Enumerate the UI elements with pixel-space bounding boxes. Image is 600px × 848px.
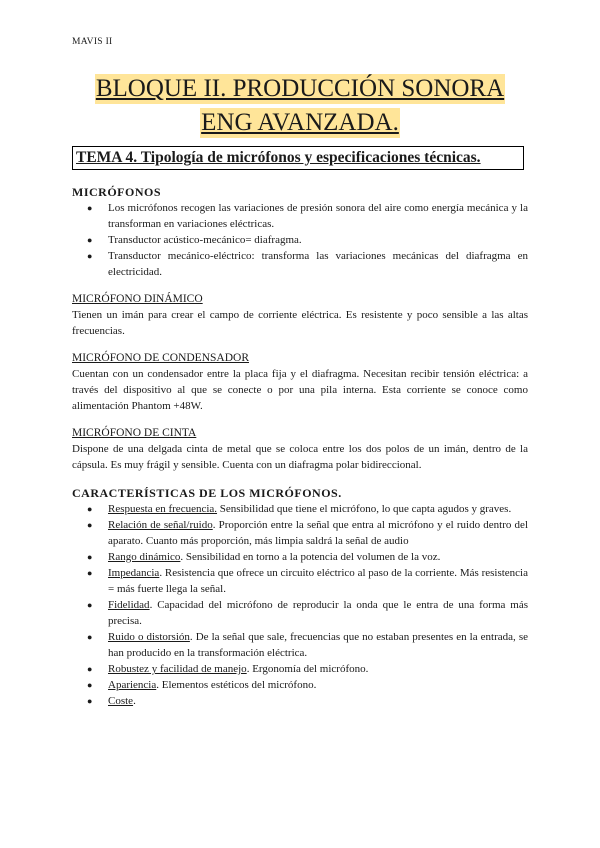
list-item bbox=[72, 565, 528, 597]
list-item bbox=[72, 677, 528, 693]
term: Impedancia bbox=[108, 567, 160, 579]
term-description: . Capacidad del micrófono de reproducir la onda que le entra de una forma más precisa. bbox=[108, 599, 528, 627]
section-heading-condensador: MICRÓFONO DE CONDENSADOR bbox=[72, 352, 249, 364]
term-description: . Resistencia que ofrece un circuito eléctrico al paso de la corriente. Más resistencia = más fuerte llega la señal. bbox=[108, 567, 528, 595]
term-description: . Ergonomía del micrófono. bbox=[246, 663, 369, 675]
section-heading-microfonos: MICRÓFONOS bbox=[72, 185, 161, 199]
list-item: ● Transductor mecánico-eléctrico: transforma las variaciones mecánicas del diafragma en electricidad. bbox=[87, 250, 528, 278]
topic-title: TEMA 4. Tipología de micrófonos y especificaciones técnicas. bbox=[72, 146, 524, 170]
document-title bbox=[0, 74, 600, 138]
title-line-1: BLOQUE II. PRODUCCIÓN SONORA bbox=[95, 75, 505, 102]
bullet-icon: ● bbox=[87, 568, 93, 578]
term: Rango dinámico bbox=[108, 551, 181, 563]
bullet-icon: ● bbox=[87, 203, 93, 213]
term: Coste bbox=[108, 695, 134, 707]
term: Respuesta en frecuencia. bbox=[108, 503, 218, 515]
bullet-icon: ● bbox=[87, 552, 93, 562]
paragraph-cinta: Dispone de una delgada cinta de metal que se coloca entre los dos polos de un imán, dentro de la cápsula. Es muy frágil y sensible. Cuenta con un diafragma polar bidireccional. bbox=[72, 443, 528, 471]
term-description: . Elementos estéticos del micrófono. bbox=[156, 679, 317, 691]
title-line-2: ENG AVANZADA. bbox=[201, 109, 399, 136]
term-description: . Sensibilidad en torno a la potencia del volumen de la voz. bbox=[180, 551, 441, 563]
bullet-icon: ● bbox=[87, 680, 93, 690]
paragraph-dinamico: Tienen un imán para crear el campo de corriente eléctrica. Es resistente y poco sensible a las altas frecuencias. bbox=[72, 309, 528, 337]
term-description: . bbox=[133, 695, 136, 707]
list-item: ● Transductor acústico-mecánico= diafragma. bbox=[87, 234, 302, 246]
list-item bbox=[72, 549, 528, 565]
bullet-icon: ● bbox=[87, 664, 93, 674]
list-item bbox=[72, 661, 528, 677]
list-item bbox=[72, 517, 528, 549]
list-item bbox=[72, 629, 528, 661]
page-header: MAVIS II bbox=[72, 37, 113, 47]
term: Relación de señal/ruido bbox=[108, 519, 213, 531]
list-item bbox=[72, 597, 528, 629]
term: Ruido o distorsión bbox=[108, 631, 190, 643]
bullet-icon: ● bbox=[87, 251, 93, 261]
bullet-icon: ● bbox=[87, 235, 93, 245]
term: Apariencia bbox=[108, 679, 157, 691]
term-description: . Proporción entre la señal que entra al micrófono y el ruido dentro del aparato. Cuanto más proporción, más limpia saldrá la señal de audio bbox=[108, 519, 529, 547]
document-body bbox=[72, 184, 528, 709]
term-description: . De la señal que sale, frecuencias que no estaban presentes en la entrada, se han producido en la transformación eléctrica. bbox=[108, 631, 528, 659]
section-heading-caracteristicas: CARACTERÍSTICAS DE LOS MICRÓFONOS. bbox=[72, 486, 342, 500]
list-item bbox=[72, 693, 528, 709]
term: Fidelidad bbox=[108, 599, 150, 611]
bullet-icon: ● bbox=[87, 600, 93, 610]
term: Robustez y facilidad de manejo bbox=[108, 663, 247, 675]
term-description: Sensibilidad que tiene el micrófono, lo que capta agudos y graves. bbox=[217, 503, 512, 515]
bullet-icon: ● bbox=[87, 696, 93, 706]
section-heading-dinamico: MICRÓFONO DINÁMICO bbox=[72, 293, 203, 305]
list-item bbox=[72, 501, 528, 517]
list-item: ● Los micrófonos recogen las variaciones de presión sonora del aire como energía mecánica y la transforman en variaciones eléctricas. bbox=[87, 202, 528, 230]
bullet-icon: ● bbox=[87, 520, 93, 530]
section-heading-cinta: MICRÓFONO DE CINTA bbox=[72, 427, 197, 439]
microfonos-list bbox=[72, 200, 528, 280]
caracteristicas-list bbox=[72, 501, 528, 709]
paragraph-condensador: Cuentan con un condensador entre la placa fija y el diafragma. Necesitan recibir tensión eléctrica: a través del dispositivo al que se conecte o por una pila interna. Esta corriente se conoce como alimentación Phantom +48W. bbox=[72, 368, 528, 412]
bullet-icon: ● bbox=[87, 504, 93, 514]
bullet-icon: ● bbox=[87, 632, 93, 642]
